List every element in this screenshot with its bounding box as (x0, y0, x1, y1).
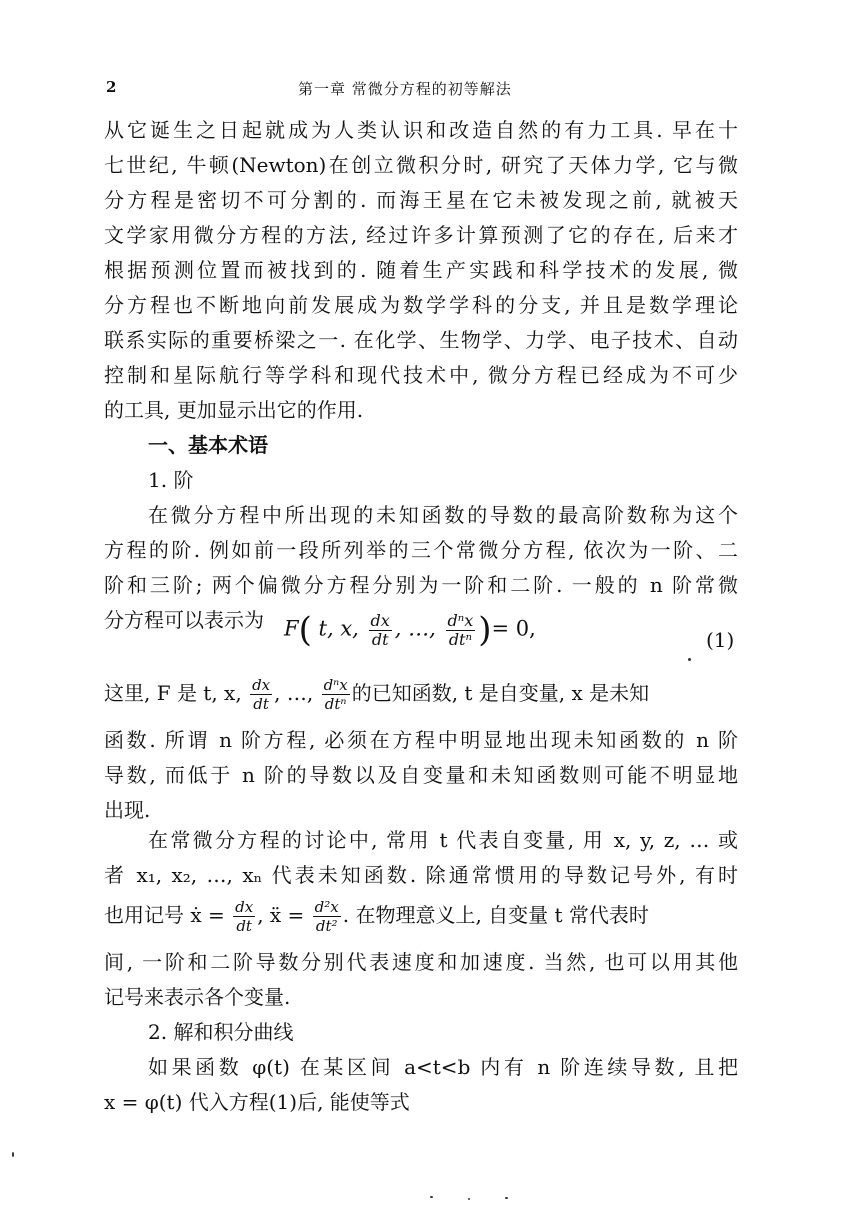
inline-text: , ẍ = (257, 903, 305, 927)
running-title: 第一章 常微分方程的初等解法 (298, 80, 512, 98)
formula-right-paren: ) (478, 610, 492, 650)
text-line: 函数. 所谓 n 阶方程, 必须在方程中明显地出现未知函数的 n 阶 (104, 728, 738, 752)
text-line: 者 x₁, x₂, …, xₙ 代表未知函数. 除通常惯用的导数记号外, 有时 (104, 863, 738, 887)
text-line: 七世纪, 牛顿(Newton)在创立微积分时, 研究了天体力学, 它与微 (104, 153, 738, 177)
formula-function: F (284, 616, 299, 641)
text-line: 间, 一阶和二阶导数分别代表速度和加速度. 当然, 也可以用其他 (104, 950, 738, 974)
formula-fraction (446, 612, 476, 649)
inline-fraction (322, 676, 350, 713)
fraction-numerator: dⁿx (323, 676, 348, 694)
page-header (100, 76, 738, 102)
inline-text: 这里, F 是 t, x, (104, 681, 242, 705)
section-heading: 一、基本术语 (148, 433, 268, 457)
text-line-with-fractions (104, 898, 738, 935)
text-line: 分方程可以表示为 (104, 608, 264, 632)
fraction-numerator: dx (252, 676, 271, 694)
text-line: 记号来表示各个变量. (104, 985, 291, 1009)
fraction-denominator: dt² (315, 917, 338, 935)
page-number: 2 (106, 78, 117, 96)
subsection-heading: 2. 解和积分曲线 (148, 1020, 294, 1044)
formula-rhs: = 0, (491, 616, 536, 641)
inline-fraction (250, 676, 272, 713)
text-line: 分方程也不断地向前发展成为数学学科的分支, 并且是数学理论 (104, 293, 738, 317)
inline-fraction (313, 898, 341, 935)
fraction-denominator: dtⁿ (448, 629, 472, 649)
scan-speck (430, 1196, 433, 1198)
subsection-heading: 1. 阶 (148, 468, 194, 492)
fraction-numerator: dⁿx (447, 610, 474, 630)
formula-left-paren: ( (298, 610, 312, 650)
fraction-denominator: dt (236, 917, 252, 935)
text-line: 控制和星际航行等学科和现代技术中, 微分方程已经成为不可少 (104, 363, 738, 387)
text-line: 如果函数 φ(t) 在某区间 a<t<b 内有 n 阶连续导数, 且把 (148, 1055, 738, 1079)
scan-speck (505, 1197, 508, 1199)
text-line: 从它诞生之日起就成为人类认识和改造自然的有力工具. 早在十 (104, 118, 738, 142)
fraction-denominator: dt (371, 629, 389, 649)
equation-number: (1) (706, 628, 735, 652)
formula-args: t, x, (318, 616, 359, 641)
text-line: 文学家用微分方程的方法, 经过许多计算预测了它的存在, 后来才 (104, 223, 738, 247)
fraction-numerator: dx (370, 610, 390, 630)
display-formula (284, 610, 536, 650)
text-line: 方程的阶. 例如前一段所列举的三个常微分方程, 依次为一阶、二 (104, 538, 738, 562)
fraction-numerator: d²x (314, 898, 339, 916)
inline-text: 也用记号 ẋ = (104, 903, 225, 927)
text-line: 导数, 而低于 n 阶的导数以及自变量和未知函数则可能不明显地 (104, 763, 738, 787)
text-line: x = φ(t) 代入方程(1)后, 能使等式 (104, 1090, 410, 1114)
scan-speck (12, 1152, 14, 1157)
scan-speck (468, 1198, 470, 1200)
inline-text: 的已知函数, t 是自变量, x 是未知 (351, 681, 650, 705)
text-line: 联系实际的重要桥梁之一. 在化学、生物学、力学、电子技术、自动 (104, 328, 738, 352)
fraction-denominator: dtⁿ (324, 695, 347, 713)
text-line: 分方程是密切不可分割的. 而海王星在它未被发现之前, 就被天 (104, 188, 738, 212)
inline-text: . 在物理意义上, 自变量 t 常代表时 (342, 903, 649, 927)
text-line: 在常微分方程的讨论中, 常用 t 代表自变量, 用 x, y, z, … 或 (148, 828, 738, 852)
text-line: 出现. (104, 798, 151, 822)
inline-text: , …, (274, 681, 314, 705)
text-line: 根据预测位置而被找到的. 随着生产实践和科学技术的发展, 微 (104, 258, 738, 282)
text-line-with-fractions (104, 676, 738, 713)
fraction-numerator: dx (235, 898, 254, 916)
text-line: 阶和三阶; 两个偏微分方程分别为一阶和二阶. 一般的 n 阶常微 (104, 573, 738, 597)
inline-fraction (233, 898, 255, 935)
scan-speck (688, 658, 691, 661)
text-line: 在微分方程中所出现的未知函数的导数的最高阶数称为这个 (148, 503, 738, 527)
text-line: 的工具, 更加显示出它的作用. (104, 398, 364, 422)
formula-ellipsis: , …, (394, 616, 436, 641)
formula-fraction (369, 612, 392, 649)
fraction-denominator: dt (253, 695, 269, 713)
